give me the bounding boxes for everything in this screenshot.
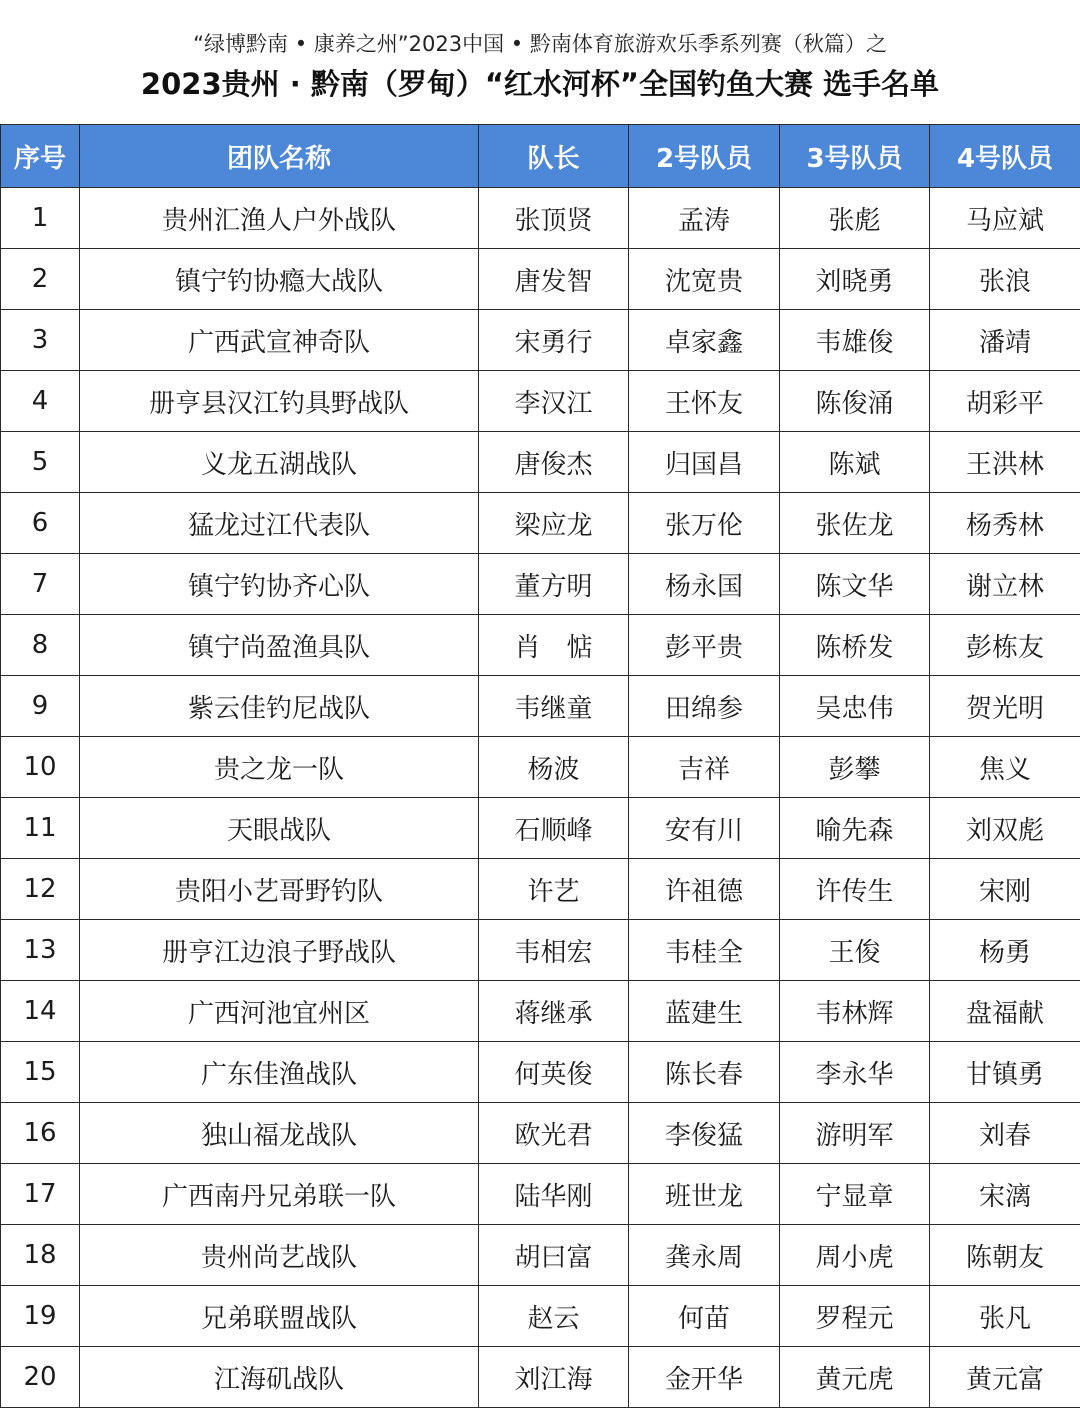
cell-captain: 陆华刚 bbox=[479, 1164, 629, 1225]
cell-captain: 石顺峰 bbox=[479, 798, 629, 859]
table-row bbox=[1, 188, 1080, 249]
column-header-captain: 队长 bbox=[479, 125, 629, 188]
column-header-member-2: 2号队员 bbox=[629, 125, 780, 188]
cell-member-3: 陈桥发 bbox=[780, 615, 930, 676]
cell-captain: 许艺 bbox=[479, 859, 629, 920]
cell-member-2: 李俊猛 bbox=[629, 1103, 780, 1164]
table-row bbox=[1, 615, 1080, 676]
cell-member-2: 沈宽贵 bbox=[629, 249, 780, 310]
roster-table-body bbox=[1, 188, 1080, 1408]
table-row bbox=[1, 249, 1080, 310]
cell-member-4: 潘靖 bbox=[930, 310, 1080, 371]
cell-number: 4 bbox=[1, 371, 80, 432]
cell-member-4: 马应斌 bbox=[930, 188, 1080, 249]
cell-member-4: 张浪 bbox=[930, 249, 1080, 310]
cell-team-name: 镇宁钓协齐心队 bbox=[80, 554, 479, 615]
cell-captain: 胡曰富 bbox=[479, 1225, 629, 1286]
cell-captain: 宋勇行 bbox=[479, 310, 629, 371]
cell-team-name: 天眼战队 bbox=[80, 798, 479, 859]
cell-team-name: 广西武宣神奇队 bbox=[80, 310, 479, 371]
cell-member-2: 孟涛 bbox=[629, 188, 780, 249]
table-row bbox=[1, 920, 1080, 981]
cell-member-2: 彭平贵 bbox=[629, 615, 780, 676]
cell-number: 16 bbox=[1, 1103, 80, 1164]
cell-member-3: 刘晓勇 bbox=[780, 249, 930, 310]
cell-member-4: 陈朝友 bbox=[930, 1225, 1080, 1286]
cell-team-name: 广西南丹兄弟联一队 bbox=[80, 1164, 479, 1225]
header-row bbox=[1, 125, 1080, 188]
cell-member-4: 胡彩平 bbox=[930, 371, 1080, 432]
cell-captain: 董方明 bbox=[479, 554, 629, 615]
cell-member-2: 吉祥 bbox=[629, 737, 780, 798]
cell-member-3: 吴忠伟 bbox=[780, 676, 930, 737]
cell-member-2: 龚永周 bbox=[629, 1225, 780, 1286]
cell-captain: 蒋继承 bbox=[479, 981, 629, 1042]
cell-member-3: 游明军 bbox=[780, 1103, 930, 1164]
cell-captain: 刘江海 bbox=[479, 1347, 629, 1408]
cell-member-3: 陈俊涌 bbox=[780, 371, 930, 432]
cell-member-4: 黄元富 bbox=[930, 1347, 1080, 1408]
cell-member-2: 杨永国 bbox=[629, 554, 780, 615]
cell-member-3: 王俊 bbox=[780, 920, 930, 981]
cell-captain: 韦继童 bbox=[479, 676, 629, 737]
cell-team-name: 贵州汇渔人户外战队 bbox=[80, 188, 479, 249]
cell-member-3: 张佐龙 bbox=[780, 493, 930, 554]
column-header-number: 序号 bbox=[1, 125, 80, 188]
table-row bbox=[1, 1286, 1080, 1347]
cell-captain: 唐俊杰 bbox=[479, 432, 629, 493]
cell-member-4: 刘春 bbox=[930, 1103, 1080, 1164]
cell-member-2: 金开华 bbox=[629, 1347, 780, 1408]
cell-number: 19 bbox=[1, 1286, 80, 1347]
cell-team-name: 紫云佳钓尼战队 bbox=[80, 676, 479, 737]
cell-member-4: 张凡 bbox=[930, 1286, 1080, 1347]
cell-member-2: 卓家鑫 bbox=[629, 310, 780, 371]
cell-captain: 唐发智 bbox=[479, 249, 629, 310]
cell-team-name: 江海矶战队 bbox=[80, 1347, 479, 1408]
cell-captain: 韦相宏 bbox=[479, 920, 629, 981]
cell-number: 7 bbox=[1, 554, 80, 615]
table-row bbox=[1, 1164, 1080, 1225]
cell-member-3: 陈文华 bbox=[780, 554, 930, 615]
cell-team-name: 册亨县汉江钓具野战队 bbox=[80, 371, 479, 432]
cell-member-4: 贺光明 bbox=[930, 676, 1080, 737]
column-header-member-3: 3号队员 bbox=[780, 125, 930, 188]
cell-member-4: 谢立林 bbox=[930, 554, 1080, 615]
cell-member-2: 韦桂全 bbox=[629, 920, 780, 981]
cell-number: 20 bbox=[1, 1347, 80, 1408]
table-row bbox=[1, 310, 1080, 371]
cell-number: 17 bbox=[1, 1164, 80, 1225]
cell-team-name: 义龙五湖战队 bbox=[80, 432, 479, 493]
roster-table-header bbox=[1, 125, 1080, 188]
cell-member-4: 彭栋友 bbox=[930, 615, 1080, 676]
cell-number: 13 bbox=[1, 920, 80, 981]
cell-member-4: 杨秀林 bbox=[930, 493, 1080, 554]
cell-member-2: 陈长春 bbox=[629, 1042, 780, 1103]
cell-team-name: 册亨江边浪子野战队 bbox=[80, 920, 479, 981]
cell-member-3: 李永华 bbox=[780, 1042, 930, 1103]
cell-team-name: 贵州尚艺战队 bbox=[80, 1225, 479, 1286]
cell-member-4: 宋漓 bbox=[930, 1164, 1080, 1225]
document-header bbox=[0, 0, 1080, 124]
cell-member-3: 喻先森 bbox=[780, 798, 930, 859]
cell-member-3: 宁显章 bbox=[780, 1164, 930, 1225]
cell-team-name: 广东佳渔战队 bbox=[80, 1042, 479, 1103]
cell-member-2: 何苗 bbox=[629, 1286, 780, 1347]
cell-number: 11 bbox=[1, 798, 80, 859]
cell-captain: 何英俊 bbox=[479, 1042, 629, 1103]
cell-member-3: 周小虎 bbox=[780, 1225, 930, 1286]
cell-member-4: 焦义 bbox=[930, 737, 1080, 798]
table-row bbox=[1, 737, 1080, 798]
cell-member-2: 王怀友 bbox=[629, 371, 780, 432]
cell-team-name: 贵阳小艺哥野钓队 bbox=[80, 859, 479, 920]
cell-team-name: 镇宁尚盈渔具队 bbox=[80, 615, 479, 676]
cell-member-4: 刘双彪 bbox=[930, 798, 1080, 859]
cell-member-2: 张万伦 bbox=[629, 493, 780, 554]
table-row bbox=[1, 1347, 1080, 1408]
cell-member-3: 韦林辉 bbox=[780, 981, 930, 1042]
cell-member-4: 甘镇勇 bbox=[930, 1042, 1080, 1103]
cell-member-3: 黄元虎 bbox=[780, 1347, 930, 1408]
document-subtitle: “绿博黔南 • 康养之州”2023中国 • 黔南体育旅游欢乐季系列赛（秋篇）之 bbox=[193, 32, 887, 56]
table-row bbox=[1, 1042, 1080, 1103]
cell-captain: 欧光君 bbox=[479, 1103, 629, 1164]
cell-team-name: 广西河池宜州区 bbox=[80, 981, 479, 1042]
table-row bbox=[1, 371, 1080, 432]
table-row bbox=[1, 432, 1080, 493]
cell-team-name: 独山福龙战队 bbox=[80, 1103, 479, 1164]
cell-member-2: 许祖德 bbox=[629, 859, 780, 920]
cell-member-4: 杨勇 bbox=[930, 920, 1080, 981]
cell-member-2: 田绵参 bbox=[629, 676, 780, 737]
cell-team-name: 猛龙过江代表队 bbox=[80, 493, 479, 554]
cell-number: 10 bbox=[1, 737, 80, 798]
column-header-team-name: 团队名称 bbox=[80, 125, 479, 188]
cell-member-3: 彭攀 bbox=[780, 737, 930, 798]
cell-member-3: 罗程元 bbox=[780, 1286, 930, 1347]
table-row bbox=[1, 1103, 1080, 1164]
cell-team-name: 兄弟联盟战队 bbox=[80, 1286, 479, 1347]
table-row bbox=[1, 859, 1080, 920]
table-row bbox=[1, 1225, 1080, 1286]
table-row bbox=[1, 676, 1080, 737]
cell-number: 3 bbox=[1, 310, 80, 371]
cell-number: 14 bbox=[1, 981, 80, 1042]
cell-number: 2 bbox=[1, 249, 80, 310]
cell-number: 8 bbox=[1, 615, 80, 676]
cell-number: 12 bbox=[1, 859, 80, 920]
cell-team-name: 镇宁钓协瘾大战队 bbox=[80, 249, 479, 310]
table-row bbox=[1, 493, 1080, 554]
cell-captain: 李汉江 bbox=[479, 371, 629, 432]
cell-member-3: 许传生 bbox=[780, 859, 930, 920]
table-row bbox=[1, 554, 1080, 615]
cell-number: 1 bbox=[1, 188, 80, 249]
cell-member-4: 王洪林 bbox=[930, 432, 1080, 493]
cell-member-2: 蓝建生 bbox=[629, 981, 780, 1042]
cell-member-3: 陈斌 bbox=[780, 432, 930, 493]
cell-member-3: 张彪 bbox=[780, 188, 930, 249]
cell-captain: 梁应龙 bbox=[479, 493, 629, 554]
cell-number: 6 bbox=[1, 493, 80, 554]
cell-captain: 杨波 bbox=[479, 737, 629, 798]
cell-number: 15 bbox=[1, 1042, 80, 1103]
cell-member-3: 韦雄俊 bbox=[780, 310, 930, 371]
cell-number: 18 bbox=[1, 1225, 80, 1286]
cell-member-4: 宋刚 bbox=[930, 859, 1080, 920]
cell-member-2: 班世龙 bbox=[629, 1164, 780, 1225]
column-header-member-4: 4号队员 bbox=[930, 125, 1080, 188]
roster-table bbox=[0, 124, 1080, 1408]
cell-team-name: 贵之龙一队 bbox=[80, 737, 479, 798]
table-row bbox=[1, 981, 1080, 1042]
cell-member-2: 归国昌 bbox=[629, 432, 780, 493]
cell-member-2: 安有川 bbox=[629, 798, 780, 859]
cell-captain: 张顶贤 bbox=[479, 188, 629, 249]
table-row bbox=[1, 798, 1080, 859]
cell-number: 9 bbox=[1, 676, 80, 737]
cell-captain: 赵云 bbox=[479, 1286, 629, 1347]
cell-number: 5 bbox=[1, 432, 80, 493]
cell-captain: 肖 惦 bbox=[479, 615, 629, 676]
document-title: 2023贵州 · 黔南（罗甸）“红水河杯”全国钓鱼大赛 选手名单 bbox=[140, 67, 940, 101]
cell-member-4: 盘福献 bbox=[930, 981, 1080, 1042]
